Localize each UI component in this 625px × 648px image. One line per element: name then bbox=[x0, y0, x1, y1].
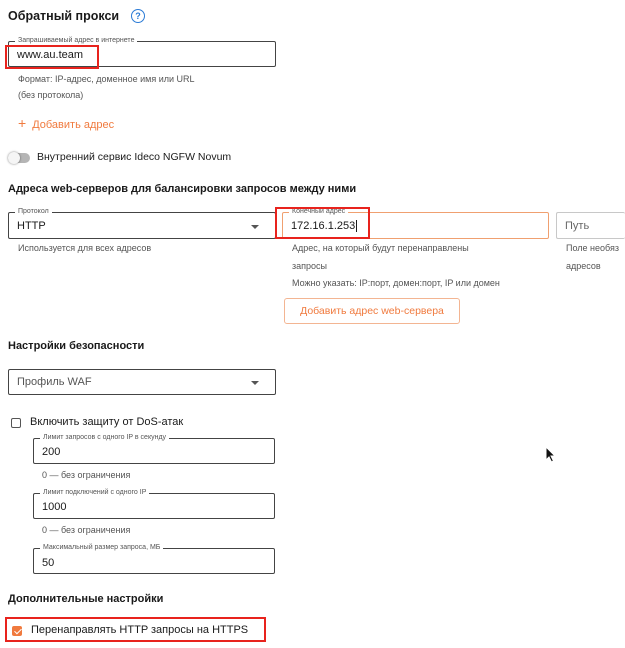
conn-limit-value: 1000 bbox=[42, 501, 67, 513]
max-request-field[interactable] bbox=[33, 544, 275, 574]
protocol-hint: Используется для всех адресов bbox=[18, 243, 152, 253]
internal-service-toggle[interactable] bbox=[8, 153, 30, 163]
redirect-https-label: Перенаправлять HTTP запросы на HTTPS bbox=[31, 624, 249, 636]
requested-address-field[interactable] bbox=[8, 37, 276, 67]
max-request-label: Максимальный размер запроса, МБ bbox=[40, 543, 163, 553]
endpoint-hint-3: Можно указать: IP:порт, домен:порт, IP или домен bbox=[292, 278, 500, 288]
endpoint-field[interactable] bbox=[282, 208, 549, 239]
max-request-value: 50 bbox=[42, 557, 55, 569]
conn-limit-field[interactable] bbox=[33, 489, 275, 519]
requested-address-hint-2: (без протокола) bbox=[18, 90, 84, 100]
dos-protection-label: Включить защиту от DoS-атак bbox=[30, 416, 184, 428]
protocol-select[interactable] bbox=[8, 208, 276, 239]
page-title: Обратный прокси bbox=[8, 9, 120, 23]
add-server-button[interactable]: Добавить адрес web-сервера bbox=[284, 298, 460, 324]
conn-limit-label: Лимит подключений с одного IP bbox=[40, 488, 149, 498]
plus-icon: + bbox=[18, 115, 27, 131]
endpoint-hint-1: Адрес, на который будут перенаправлены bbox=[292, 243, 469, 253]
internal-service-label: Внутренний сервис Ideco NGFW Novum bbox=[37, 151, 232, 163]
add-address-label: Добавить адрес bbox=[32, 119, 115, 131]
additional-title: Дополнительные настройки bbox=[8, 593, 164, 605]
mouse-cursor-icon bbox=[545, 446, 557, 463]
endpoint-value: 172.16.1.253 bbox=[291, 220, 356, 232]
requested-address-label: Запрашиваемый адрес в интернете bbox=[15, 36, 137, 46]
path-placeholder: Путь bbox=[565, 220, 590, 232]
help-icon[interactable]: ? bbox=[131, 9, 145, 23]
path-field[interactable] bbox=[556, 212, 625, 239]
chevron-down-icon bbox=[251, 225, 259, 229]
path-hint-2: адресов bbox=[566, 261, 601, 271]
waf-profile-select[interactable] bbox=[8, 369, 276, 395]
security-title: Настройки безопасности bbox=[8, 340, 145, 352]
protocol-label: Протокол bbox=[15, 207, 52, 217]
add-address-link[interactable] bbox=[18, 115, 114, 131]
rate-limit-field[interactable] bbox=[33, 434, 275, 464]
protocol-value: HTTP bbox=[17, 220, 46, 232]
endpoint-hint-2: запросы bbox=[292, 261, 327, 271]
endpoint-label: Конечный адрес bbox=[289, 207, 348, 217]
balancing-title: Адреса web-серверов для балансировки запросов между ними bbox=[8, 183, 357, 195]
rate-limit-hint: 0 — без ограничения bbox=[42, 470, 131, 480]
dos-protection-checkbox[interactable] bbox=[11, 418, 21, 428]
conn-limit-hint: 0 — без ограничения bbox=[42, 525, 131, 535]
requested-address-value: www.au.team bbox=[17, 49, 84, 61]
rate-limit-value: 200 bbox=[42, 446, 61, 458]
path-hint-1: Поле необяз bbox=[566, 243, 619, 253]
chevron-down-icon bbox=[251, 381, 259, 385]
redirect-https-checkbox[interactable] bbox=[12, 626, 22, 636]
toggle-knob bbox=[8, 152, 20, 164]
waf-profile-value: Профиль WAF bbox=[17, 376, 92, 388]
rate-limit-label: Лимит запросов с одного IP в секунду bbox=[40, 433, 169, 443]
requested-address-hint-1: Формат: IP-адрес, доменное имя или URL bbox=[18, 74, 195, 84]
